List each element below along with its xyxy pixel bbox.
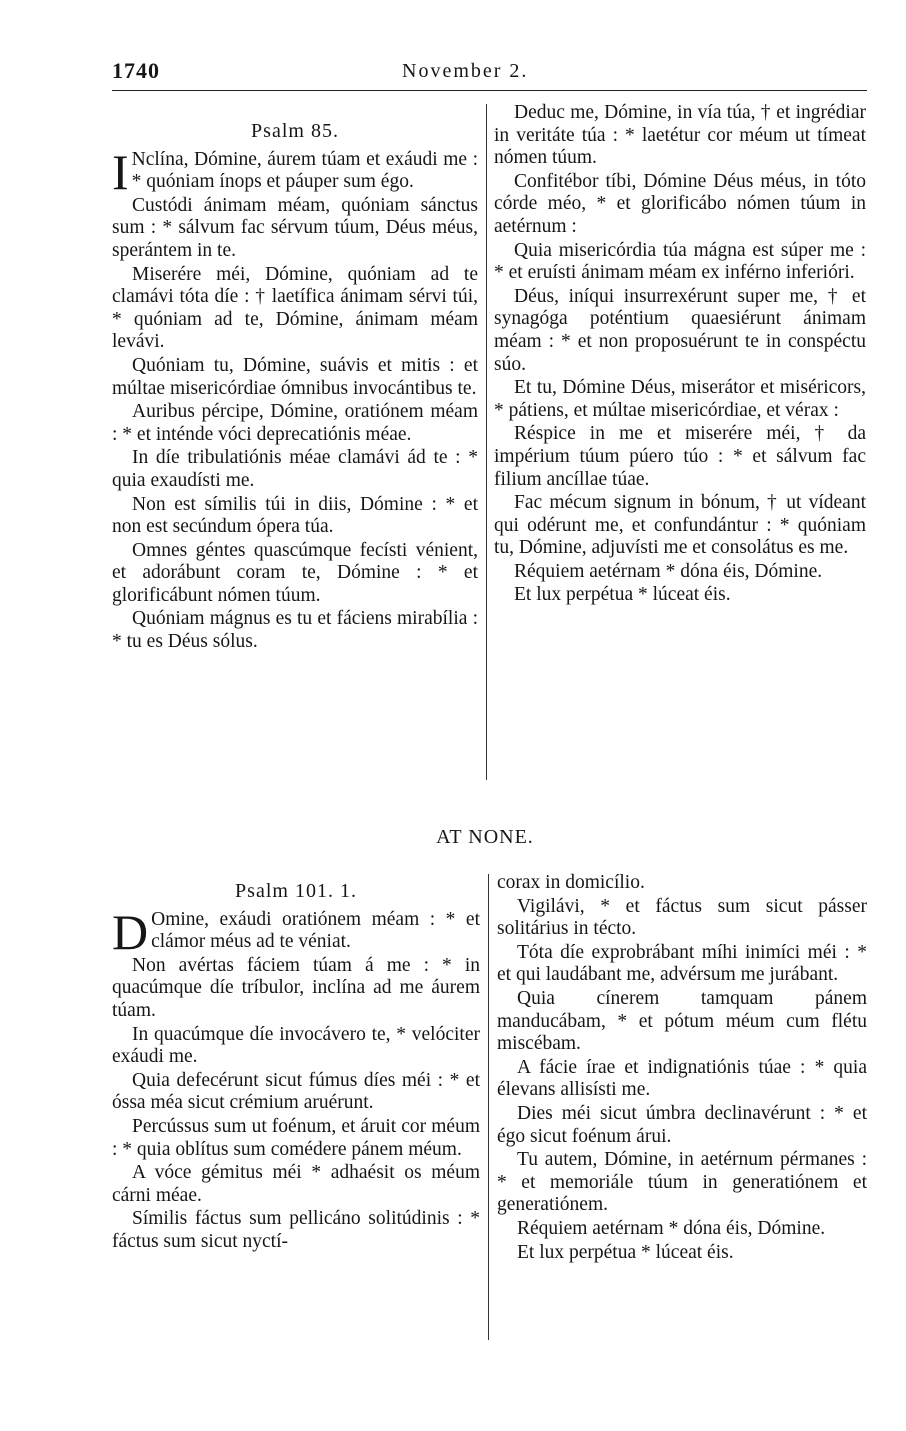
psalm-verse: Quóniam mágnus es tu et fáciens mirabília : * tu es Déus sólus. (112, 608, 478, 653)
running-title: November 2. (402, 60, 529, 82)
psalm-verse: Tóta díe exprobrábant míhi inimíci méi : * et qui laudábant me, advérsum me jurábant. (497, 941, 867, 986)
psalm-verse: A vóce gémitus méi * adhaésit os méum cárni méae. (112, 1162, 480, 1206)
psalm-verse: Quia misericórdia túa mágna est súper me : * et eruísti ánimam méam ex inférno inferióri. (494, 239, 866, 284)
psalm-verse: Déus, iníqui insurrexérunt super me, † et synagóga poténtium quaesiérunt ánimam méam : * et non proposuérunt te in conspéctu súo. (494, 285, 866, 375)
psalm-verse: Non est símilis túi in diis, Dómine : * et non est secúndum ópera túa. (112, 493, 478, 538)
drop-cap: I (112, 143, 129, 200)
psalm-verse: Réspice in me et miserére méi, † da impérium túum púero túo : * et sálvum fac filium ancíllae túae. (494, 423, 866, 490)
psalm-verse: Miserére méi, Dómine, quóniam ad te clamávi tóta díe : † laetífica ánimam sérvi túi, * quóniam ad te, Dómine, ánimam méam levávi. (112, 263, 478, 353)
psalm-verse: Dies méi sicut úmbra declinavérunt : * et égo sicut foénum árui. (497, 1102, 867, 1147)
psalm-101-right-column (497, 872, 867, 1265)
psalm-verse: In díe tribulatiónis méae clamávi ád te : * quia exaudísti me. (112, 447, 478, 491)
psalm-title: Psalm 85. (251, 120, 339, 142)
psalm-verse: I Nclína, Dómine, áurem túam et exáudi me : * quóniam ínops et páuper sum égo. (112, 143, 478, 200)
psalm-verse: Tu autem, Dómine, in aetérnum pérmanes : * et memoriále túum in generatiónem et generatiónem. (497, 1149, 867, 1216)
psalm-verse: Et tu, Dómine Déus, miserátor et miséricors, * pátiens, et múltae misericórdiae, et vérax : (494, 377, 866, 421)
page-header (112, 58, 867, 91)
column-divider (486, 104, 487, 780)
psalm-verse: Quia defecérunt sicut fúmus díes méi : * et óssa méa sicut crémium aruérunt. (112, 1069, 480, 1114)
psalm-verse: Quia cínerem tamquam pánem manducábam, * et pótum méum cum flétu miscébam. (497, 987, 867, 1055)
psalm-85-right-column (494, 102, 866, 608)
page-number: 1740 (112, 58, 160, 83)
psalm-verse: corax in domicílio. (497, 872, 645, 893)
column-divider (488, 874, 489, 1340)
psalm-verse: Vigilávi, * et fáctus sum sicut pásser solitárius in técto. (497, 895, 867, 940)
psalm-verse: Et lux perpétua * lúceat éis. (517, 1241, 734, 1263)
psalm-verse: Símilis fáctus sum pellicáno solitúdinis : * fáctus sum sicut nyctí- (112, 1208, 480, 1252)
psalm-verse: Et lux perpétua * lúceat éis. (514, 584, 731, 606)
psalm-verse: Réquiem aetérnam * dóna éis, Dómine. (517, 1217, 826, 1239)
psalm-verse: Deduc me, Dómine, in vía túa, † et ingrédiar in veritáte túa : * laetétur cor méum ut tímeat nómen túum. (494, 102, 866, 169)
psalm-85-left-column (112, 120, 478, 655)
hour-heading: AT NONE. (436, 826, 534, 848)
psalm-title: Psalm 101. 1. (235, 880, 357, 902)
psalm-verse: Auribus pércipe, Dómine, oratiónem méam : * et inténde vóci deprecatiónis méae. (112, 401, 478, 445)
psalm-verse: Confitébor tíbi, Dómine Déus méus, in tóto córde méo, * et glorificábo nómen túum in aetérnum : (494, 170, 866, 237)
psalm-verse: A fácie írae et indignatiónis túae : * quia élevans allisísti me. (497, 1056, 867, 1101)
psalm-verse: Fac mécum signum in bónum, † ut vídeant qui odérunt me, et confundántur : * quóniam tu, Dómine, adjuvísti me et consolátus es me. (494, 492, 866, 559)
drop-cap: D (112, 903, 149, 960)
psalm-verse: Omnes géntes quascúmque fecísti vénient, et adorábunt coram te, Dómine : * et glorificábunt nómen túum. (112, 539, 478, 606)
psalm-verse: Custódi ánimam méam, quóniam sánctus sum : * sálvum fac sérvum túum, Déus méus, sperántem in te. (112, 194, 478, 261)
psalm-verse: Percússus sum ut foénum, et áruit cor méum : * quia oblítus sum comédere pánem méum. (112, 1115, 480, 1160)
psalm-verse: Non avértas fáciem túam á me : * in quacúmque díe tríbulor, inclína ad me áurem túam. (112, 954, 480, 1021)
psalm-verse: In quacúmque díe invocávero te, * velóciter exáudi me. (112, 1023, 480, 1068)
psalm-verse: Réquiem aetérnam * dóna éis, Dómine. (514, 560, 823, 582)
psalm-verse: D Omine, exáudi oratiónem méam : * et clámor méus ad te véniat. (112, 903, 480, 960)
psalm-101-left-column (112, 880, 480, 1255)
psalm-verse: Quóniam tu, Dómine, suávis et mitis : et múltae misericórdiae ómnibus invocántibus te. (112, 354, 478, 399)
